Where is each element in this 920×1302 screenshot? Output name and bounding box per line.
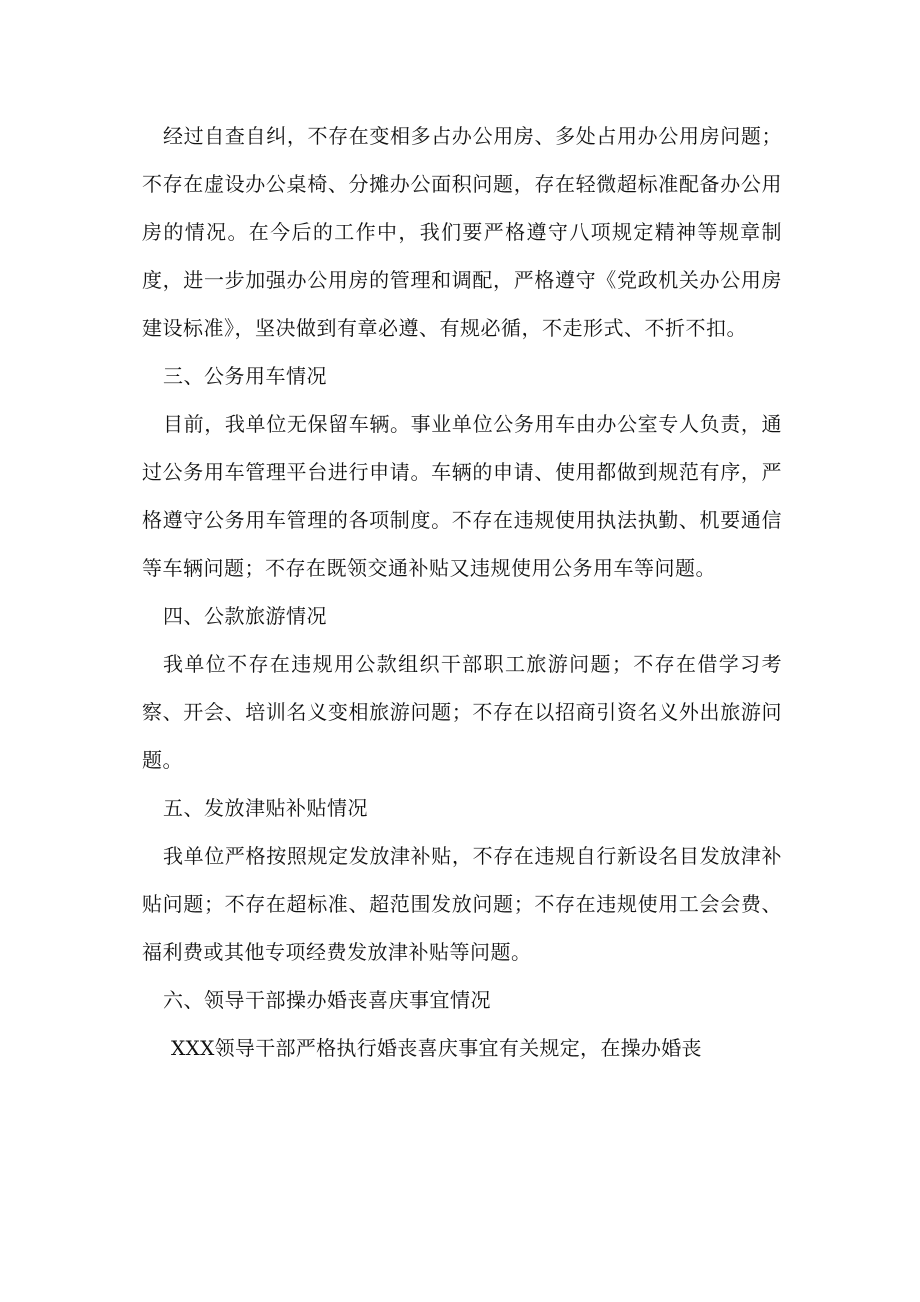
paragraph-official-vehicles: 目前，我单位无保留车辆。事业单位公务用车由办公室专人负责，通过公务用车管理平台进行申请。车辆的申请、使用都做到规范有序，严格遵守公务用车管理的各项制度。不存在违规使用执法执勤、机要通信等车辆问题；不存在既领交通补贴又违规使用公务用车等问题。 (142, 412, 782, 580)
paragraph-allowances-subsidies: 我单位严格按照规定发放津补贴，不存在违规自行新设名目发放津补贴问题；不存在超标准、超范围发放问题；不存在违规使用工会会费、福利费或其他专项经费发放津补贴等问题。 (142, 844, 782, 964)
heading-official-vehicles: 三、公务用车情况 (163, 364, 327, 388)
paragraph-public-funded-travel: 我单位不存在违规用公款组织干部职工旅游问题；不存在借学习考察、开会、培训名义变相旅游问题；不存在以招商引资名义外出旅游问题。 (142, 652, 782, 772)
heading-weddings-funerals: 六、领导干部操办婚丧喜庆事宜情况 (163, 988, 491, 1012)
paragraph-weddings-funerals: XXX领导干部严格执行婚丧喜庆事宜有关规定，在操办婚丧 (171, 1036, 702, 1060)
heading-public-funded-travel: 四、公款旅游情况 (163, 604, 327, 628)
heading-allowances-subsidies: 五、发放津贴补贴情况 (163, 796, 368, 820)
paragraph-office-space-conclusion: 经过自查自纠，不存在变相多占办公用房、多处占用办公用房问题；不存在虚设办公桌椅、分摊办公面积问题，存在轻微超标准配备办公用房的情况。在今后的工作中，我们要严格遵守八项规定精神等规章制度，进一步加强办公用房的管理和调配，严格遵守《党政机关办公用房建设标准》，坚决做到有章必遵、有规必循，不走形式、不折不扣。 (142, 124, 782, 340)
